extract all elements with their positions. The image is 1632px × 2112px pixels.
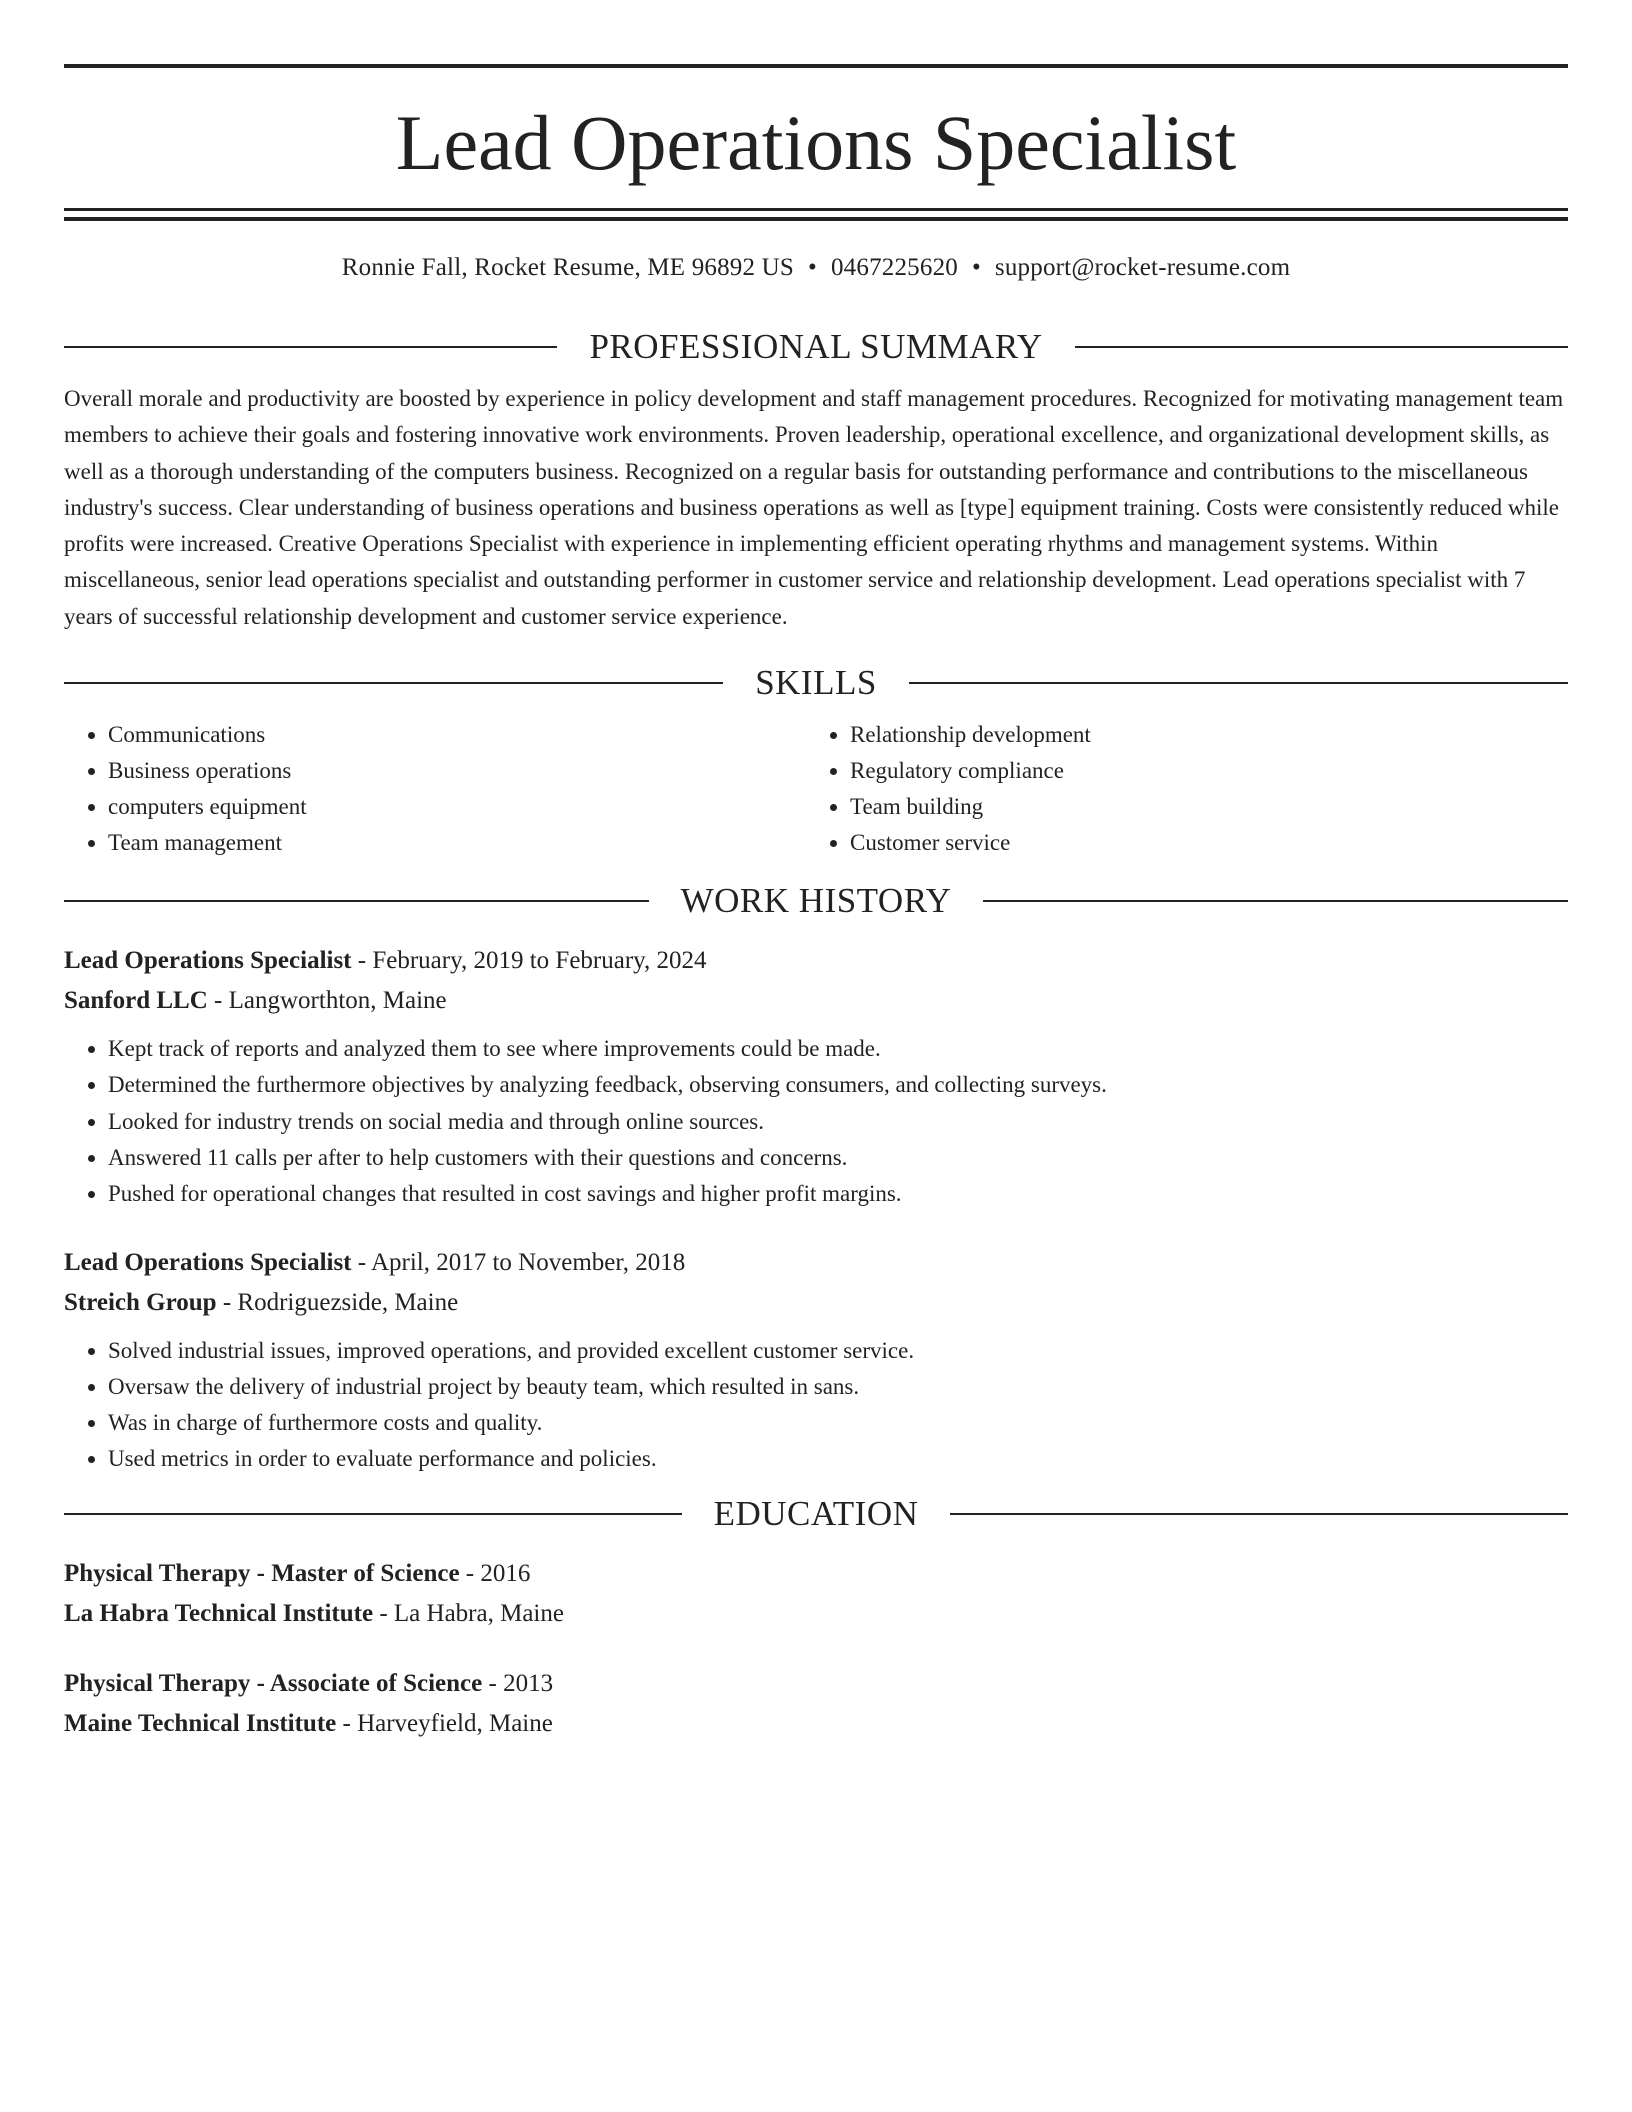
- contact-email[interactable]: support@rocket-resume.com: [994, 254, 1291, 281]
- resume-page: [64, 64, 1568, 1744]
- job-title-line: [64, 1243, 1568, 1283]
- heading-rule-right: [909, 682, 1568, 684]
- contact-separator: •: [808, 254, 817, 281]
- job-title: Lead Operations Specialist: [64, 947, 352, 975]
- job-bullet: • Used metrics in order to evaluate performance and policies.: [108, 1441, 1568, 1477]
- page-title: Lead Operations Specialist: [395, 99, 1237, 186]
- contact-separator: •: [971, 254, 981, 281]
- job-title: Lead Operations Specialist: [64, 1248, 352, 1276]
- heading-rule-right: [950, 1513, 1568, 1515]
- skill-item: • Relationship development: [850, 717, 1548, 753]
- education-heading-row: [64, 1492, 1568, 1536]
- job-company: Sanford LLC: [64, 987, 208, 1015]
- contact-phone[interactable]: 0467225620: [830, 254, 958, 281]
- education-year: - 2013: [482, 1669, 554, 1697]
- skills-heading: SKILLS: [755, 663, 877, 703]
- job-location: - Rodriguezside, Maine: [216, 1288, 459, 1316]
- job-bullet: • Answered 11 calls per after to help customers with their questions and concerns.: [108, 1140, 1568, 1176]
- work-heading: WORK HISTORY: [680, 881, 952, 921]
- education-location: - Harveyfield, Maine: [336, 1709, 553, 1737]
- summary-heading: PROFESSIONAL SUMMARY: [589, 327, 1043, 366]
- job-dates: - February, 2019 to February, 2024: [351, 947, 707, 975]
- job-bullets: [64, 1333, 1568, 1478]
- skill-item: • Communications: [108, 717, 806, 753]
- job-company-line: [64, 1283, 1568, 1323]
- job-bullet: • Kept track of reports and analyzed them to see where improvements could be made.: [108, 1031, 1568, 1067]
- summary-text: Overall morale and productivity are boosted by experience in policy development and staff management procedures. Recognized for motivating management team members to achieve their goals and fostering innovative work environments. Proven leadership, operational excellence, and organizational development skills, as well as a thorough understanding of the computers business. Recognized on a regular basis for outstanding performance and contributions to the miscellaneous industry's success. Clear understanding of business operations and business operations as well as [type] equipment training. Costs were consistently reduced while profits were increased. Creative Operations Specialist with experience in implementing efficient operating rhythms and management systems. Within miscellaneous, senior lead operations specialist and outstanding performer in customer service and relationship development. Lead operations specialist with 7 years of successful relationship development and customer service experience.: [64, 386, 1564, 629]
- skills-heading-row: [64, 661, 1568, 705]
- education-heading: EDUCATION: [713, 1493, 919, 1533]
- work-heading-row: [64, 879, 1568, 923]
- contact-address: Ronnie Fall, Rocket Resume, ME 96892 US: [341, 254, 795, 281]
- contact-line: [64, 251, 1568, 285]
- education-degree-line: [64, 1554, 1568, 1594]
- top-rule: [64, 64, 1568, 68]
- education-school: Maine Technical Institute: [64, 1709, 337, 1737]
- education-entry: [64, 1554, 1568, 1634]
- education-school-line: [64, 1594, 1568, 1634]
- job-bullet: • Pushed for operational changes that resulted in cost savings and higher profit margins.: [108, 1176, 1568, 1212]
- education-degree: Physical Therapy - Associate of Science: [64, 1669, 483, 1697]
- education-entry: [64, 1664, 1568, 1744]
- education-degree: Physical Therapy - Master of Science: [64, 1559, 460, 1587]
- job-bullet: • Was in charge of furthermore costs and quality.: [108, 1405, 1568, 1441]
- heading-rule-left: [64, 1513, 682, 1515]
- job-company-line: [64, 981, 1568, 1021]
- skills-column-left: [64, 717, 806, 861]
- skill-item: • Business operations: [108, 753, 806, 789]
- heading-rule-left: [64, 682, 723, 684]
- title-double-rule: [64, 208, 1568, 221]
- heading-rule-right: [1075, 346, 1568, 348]
- summary-heading-row: [64, 325, 1568, 369]
- job-bullet: • Oversaw the delivery of industrial project by beauty team, which resulted in sans.: [108, 1369, 1568, 1405]
- education-school-line: [64, 1704, 1568, 1744]
- skill-item: • Team building: [850, 789, 1548, 825]
- job-title-line: [64, 941, 1568, 981]
- education-location: - La Habra, Maine: [373, 1599, 564, 1627]
- heading-rule-left: [64, 900, 649, 902]
- heading-rule-right: [983, 900, 1568, 902]
- heading-rule-left: [64, 346, 557, 348]
- job-bullet: • Determined the furthermore objectives by analyzing feedback, observing consumers, and collecting surveys.: [108, 1067, 1568, 1103]
- job-entry: [64, 941, 1568, 1212]
- job-bullet: • Solved industrial issues, improved operations, and provided excellent customer service.: [108, 1333, 1568, 1369]
- skill-item: • computers equipment: [108, 789, 806, 825]
- skill-item: • Team management: [108, 825, 806, 861]
- skill-item: • Customer service: [850, 825, 1548, 861]
- job-bullet: • Looked for industry trends on social media and through online sources.: [108, 1104, 1568, 1140]
- job-dates: - April, 2017 to November, 2018: [351, 1248, 686, 1276]
- education-school: La Habra Technical Institute: [64, 1599, 374, 1627]
- skills-column-right: [806, 717, 1548, 861]
- education-degree-line: [64, 1664, 1568, 1704]
- education-year: - 2016: [459, 1559, 531, 1587]
- skill-item: • Regulatory compliance: [850, 753, 1548, 789]
- job-bullets: [64, 1031, 1568, 1212]
- job-company: Streich Group: [64, 1288, 217, 1316]
- skills-list: [64, 717, 1568, 861]
- job-entry: [64, 1243, 1568, 1478]
- job-location: - Langworthton, Maine: [207, 987, 447, 1015]
